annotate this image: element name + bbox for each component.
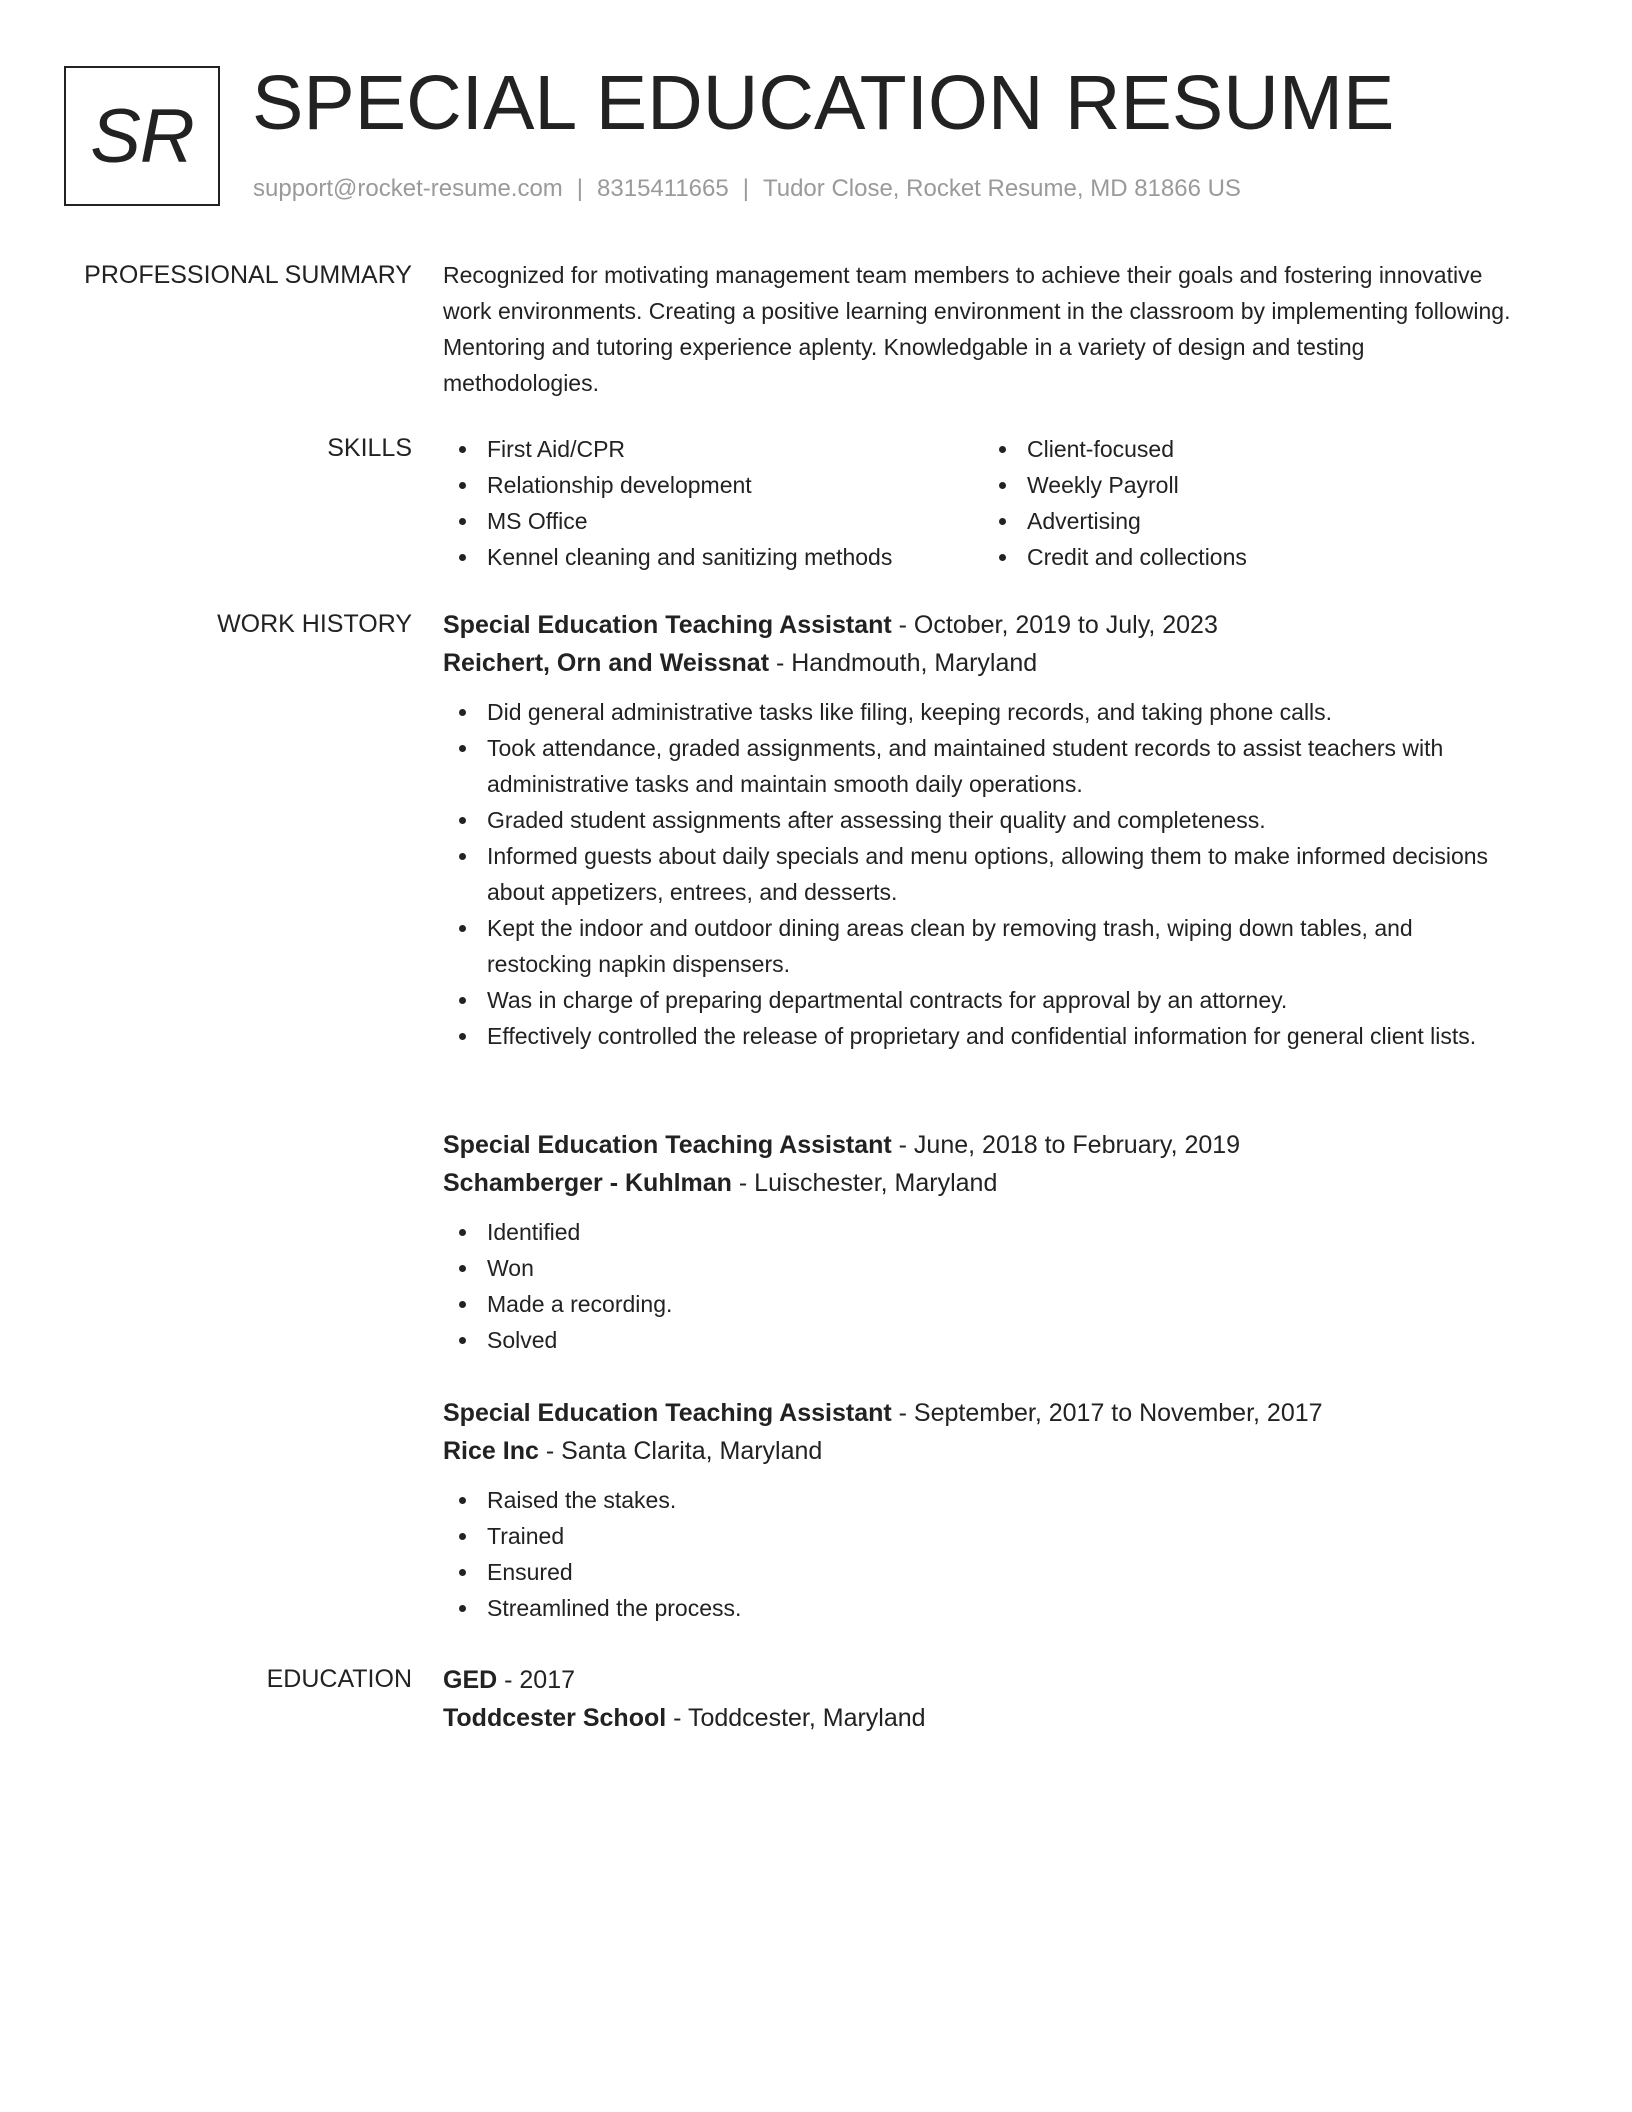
job-title: Special Education Teaching Assistant (443, 1131, 892, 1159)
job-location: - Handmouth, Maryland (769, 649, 1038, 677)
job-location: - Luischester, Maryland (731, 1169, 998, 1197)
skills-list-right (983, 431, 1523, 575)
job-company-line (443, 1432, 1523, 1470)
skill-item: Relationship development (443, 467, 983, 503)
job-bullet: Ensured (443, 1554, 1523, 1590)
skill-item: Kennel cleaning and sanitizing methods (443, 539, 983, 575)
skill-item: Client-focused (983, 431, 1523, 467)
job-title-line (443, 1126, 1523, 1164)
job-company: Schamberger - Kuhlman (443, 1169, 732, 1197)
skill-item: First Aid/CPR (443, 431, 983, 467)
job-bullet: Trained (443, 1518, 1523, 1554)
education-year: - 2017 (497, 1666, 576, 1694)
resume-title: SPECIAL EDUCATION RESUME (252, 60, 1395, 146)
summary-section (443, 257, 1523, 401)
job-bullet: Graded student assignments after assessing their quality and completeness. (443, 802, 1523, 838)
education-degree-line (443, 1661, 1523, 1699)
job-location: - Santa Clarita, Maryland (538, 1437, 823, 1465)
section-label-work-history: WORK HISTORY (217, 610, 412, 638)
job-title: Special Education Teaching Assistant (443, 1399, 892, 1427)
job-bullet: Informed guests about daily specials and menu options, allowing them to make informed decisions about appetizers, entrees, and desserts. (443, 838, 1523, 910)
job-bullet: Won (443, 1250, 1523, 1286)
education-school-line (443, 1699, 1523, 1737)
job-bullet: Streamlined the process. (443, 1590, 1523, 1626)
contact-separator: | (742, 175, 749, 202)
section-label-education: EDUCATION (266, 1665, 412, 1693)
education-degree: GED (443, 1666, 498, 1694)
education-school: Toddcester School (443, 1704, 667, 1732)
education-location: - Toddcester, Maryland (666, 1704, 926, 1732)
job-title-line (443, 1394, 1523, 1432)
skill-item: Advertising (983, 503, 1523, 539)
section-label-skills: SKILLS (327, 434, 412, 462)
skill-item: Credit and collections (983, 539, 1523, 575)
job-bullet: Did general administrative tasks like filing, keeping records, and taking phone calls. (443, 694, 1523, 730)
job-bullet: Identified (443, 1214, 1523, 1250)
job-entry (443, 606, 1523, 1054)
monogram-logo: SR (64, 66, 220, 206)
skills-section (443, 431, 1523, 575)
job-dates: - September, 2017 to November, 2017 (891, 1399, 1323, 1427)
job-bullet: Raised the stakes. (443, 1482, 1523, 1518)
job-bullet: Kept the indoor and outdoor dining areas clean by removing trash, wiping down tables, and restocking napkin dispensers. (443, 910, 1523, 982)
job-company: Reichert, Orn and Weissnat (443, 649, 770, 677)
contact-phone: 8315411665 (597, 175, 729, 202)
job-dates: - October, 2019 to July, 2023 (891, 611, 1218, 639)
contact-email: support@rocket-resume.com (253, 175, 563, 202)
job-bullets (443, 694, 1523, 1054)
contact-separator: | (576, 175, 584, 202)
job-entry (443, 1394, 1523, 1626)
summary-text: Recognized for motivating management team members to achieve their goals and fostering innovative work environments. Creating a positive learning environment in the classroom by implementing following. Mentoring and tutoring experience aplenty. Knowledgable in a variety of design and testing methodologies. (443, 262, 1511, 396)
section-label-summary: PROFESSIONAL SUMMARY (84, 261, 412, 289)
job-bullets (443, 1482, 1523, 1626)
skill-item: Weekly Payroll (983, 467, 1523, 503)
job-dates: - June, 2018 to February, 2019 (891, 1131, 1241, 1159)
education-entry (443, 1661, 1523, 1737)
job-bullet: Solved (443, 1322, 1523, 1358)
job-bullets (443, 1214, 1523, 1358)
job-entry (443, 1126, 1523, 1358)
job-company-line (443, 644, 1523, 682)
job-company-line (443, 1164, 1523, 1202)
job-bullet: Made a recording. (443, 1286, 1523, 1322)
skills-list-left (443, 431, 983, 575)
job-company: Rice Inc (443, 1437, 539, 1465)
job-bullet: Took attendance, graded assignments, and maintained student records to assist teachers with administrative tasks and maintain smooth daily operations. (443, 730, 1523, 802)
contact-line (253, 174, 1241, 204)
skill-item: MS Office (443, 503, 983, 539)
job-title-line (443, 606, 1523, 644)
job-title: Special Education Teaching Assistant (443, 611, 892, 639)
job-bullet: Was in charge of preparing departmental contracts for approval by an attorney. (443, 982, 1523, 1018)
contact-address: Tudor Close, Rocket Resume, MD 81866 US (762, 175, 1241, 202)
job-bullet: Effectively controlled the release of proprietary and confidential information for general client lists. (443, 1018, 1523, 1054)
